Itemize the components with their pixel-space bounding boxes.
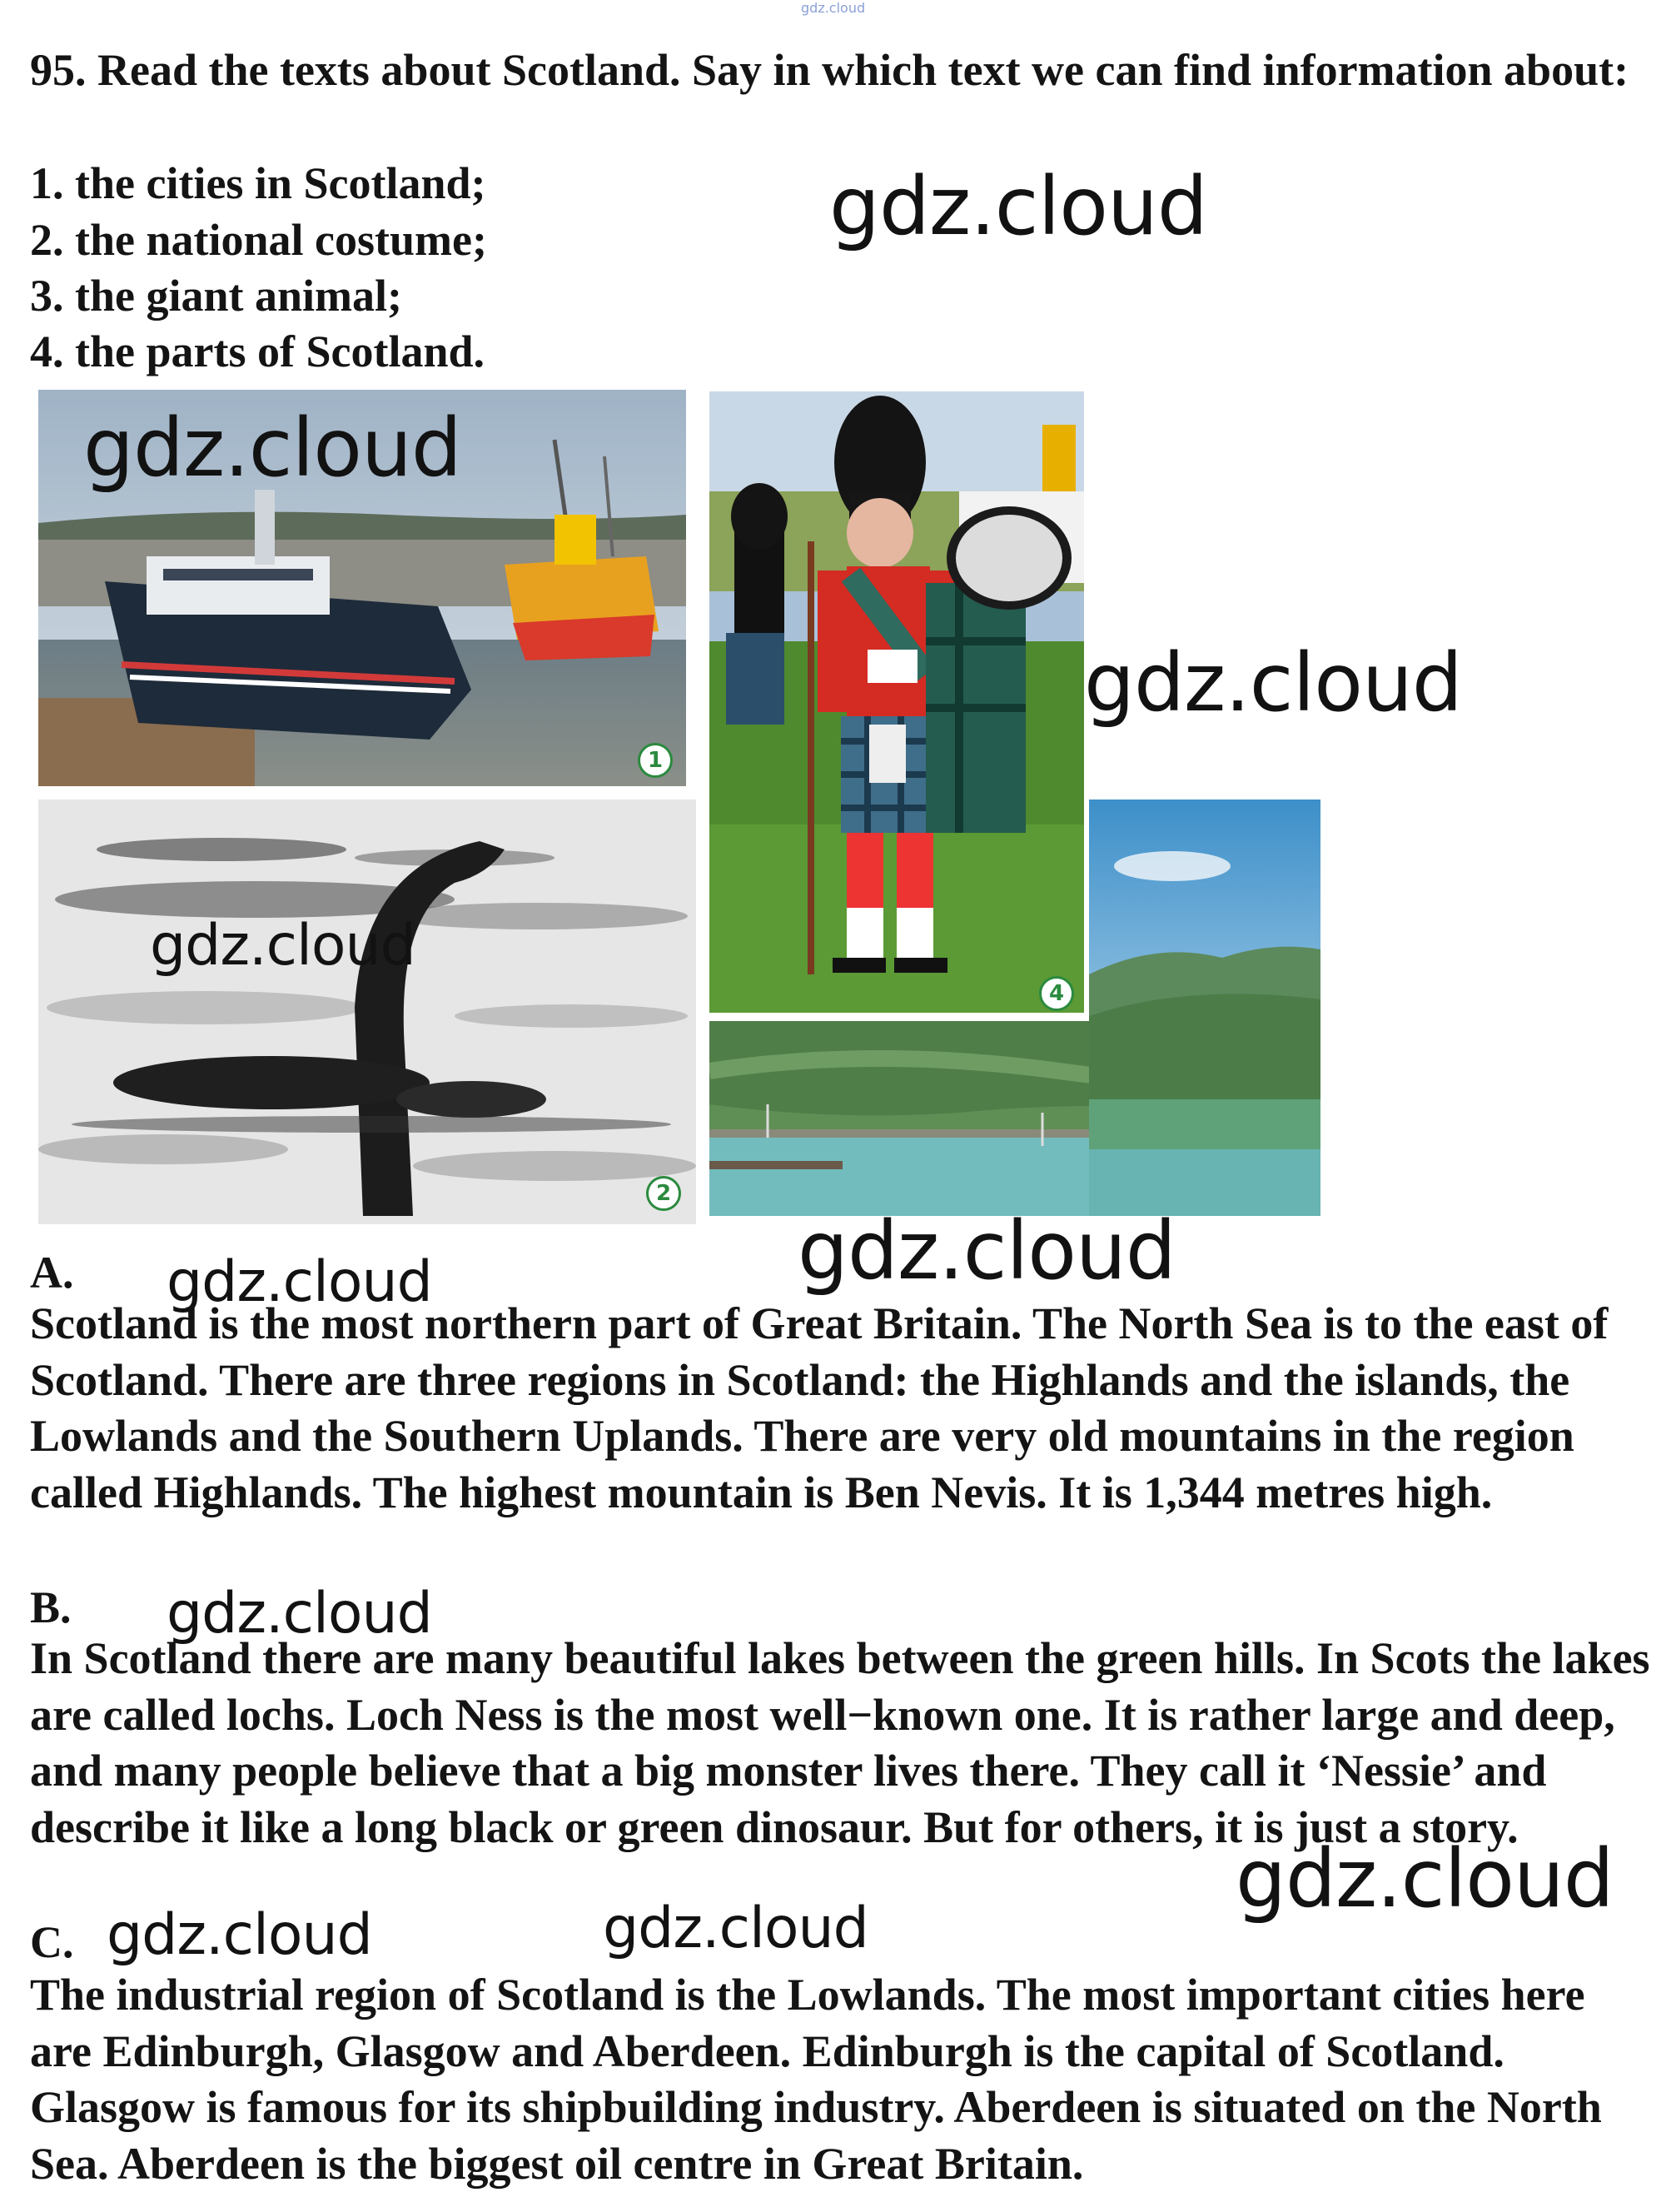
nessie-illustration (38, 800, 696, 1224)
watermark: gdz.cloud (829, 160, 1207, 253)
text-b-letter: B. (30, 1582, 72, 1632)
text-b-body: In Scotland there are many beautiful lakes between the green hills. In Scots the lakes are called lochs. Loch Ness is the most well−known one. It is rather large and deep, and many people believe that a big monster lives there. They call it ‘Nessie’ and describe it like a long black or green dinosaur. But for others, it is just a story. (30, 1633, 1650, 1852)
watermark: gdz.cloud (83, 401, 461, 495)
watermark: gdz.cloud (150, 913, 415, 979)
text-a-letter: A. (30, 1248, 74, 1298)
watermark: gdz.cloud (1084, 636, 1462, 730)
photo-piper (709, 391, 1084, 1013)
photo-loch-upper (1089, 800, 1320, 1216)
watermark: gdz.cloud (167, 1249, 432, 1315)
task-item-animal: 3. the giant animal; (30, 271, 403, 321)
tiny-watermark: gdz.cloud (801, 0, 866, 16)
photo-number-badge: 4 (1039, 976, 1074, 1011)
task-item-cities: 1. the cities in Scotland; (30, 158, 486, 208)
text-c-body: The industrial region of Scotland is the Lowlands. The most important cities here are Edinburgh, Glasgow and Aberdeen. Edinburgh is the capital of Scotland. Glasgow is famous for its shipbuilding industry. Aberdeen is situated on the North Sea. Aberdeen is the biggest oil centre in Great Britain. (30, 1970, 1602, 2189)
task-item-costume: 2. the national costume; (30, 215, 487, 265)
text-a-body: Scotland is the most northern part of Great Britain. The North Sea is to the east of Scotland. There are three regions in Scotland: the Highlands and the islands, the Lowlands and the Southern Uplands. There are very old mountains in the region called Highlands. The highest mountain is Ben Nevis. It is 1,344 metres high. (30, 1298, 1609, 1517)
watermark: gdz.cloud (1236, 1832, 1614, 1926)
photo-number-badge: 1 (638, 743, 673, 778)
task-item-parts: 4. the parts of Scotland. (30, 326, 485, 376)
exercise-title: 95. Read the texts about Scotland. Say in which text we can find information about: (30, 45, 1629, 95)
loch-illustration-upper (1089, 800, 1320, 1216)
watermark: gdz.cloud (167, 1581, 432, 1647)
watermark: gdz.cloud (798, 1204, 1176, 1298)
watermark: gdz.cloud (603, 1896, 868, 1961)
photo-nessie (38, 800, 696, 1224)
photo-number-badge: 2 (646, 1176, 681, 1211)
piper-illustration (709, 391, 1084, 1013)
watermark: gdz.cloud (107, 1902, 372, 1968)
text-c-letter: C. (30, 1917, 74, 1967)
